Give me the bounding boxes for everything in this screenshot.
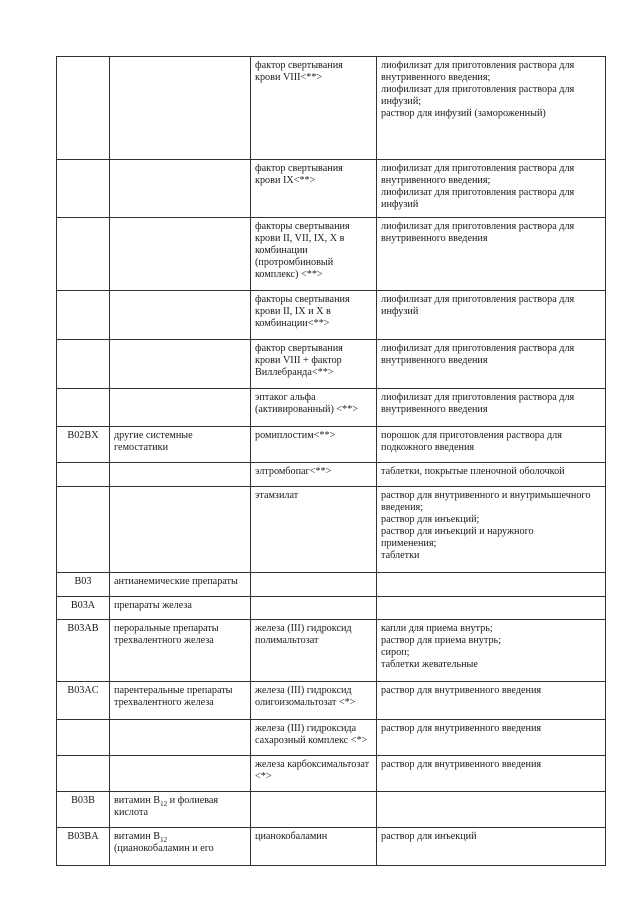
group-name-line: другие системные [114,430,193,441]
atc-code-cell [57,487,110,573]
atc-code-text: B03 [74,576,92,587]
group-name-line: трехвалентного железа [114,635,214,646]
drug-name-cell [251,620,377,682]
dosage-forms-cell [377,792,606,828]
dosage-form-line: раствор для инфузий (замороженный) [381,108,546,119]
dosage-form-line: внутривенного введения; [381,72,491,83]
drug-name-line: железа (III) гидроксида [255,723,357,734]
drug-name-line: этамзилат [255,490,299,501]
drug-name-line: железа (III) гидроксид [255,623,352,634]
dosage-form-line: раствор для инъекций; [381,514,480,525]
dosage-form-line: раствор для внутривенного и внутримышечного [381,490,591,501]
table-row [57,620,606,682]
atc-code-text: B03B [71,795,95,806]
dosage-forms-cell [377,682,606,720]
drug-name-cell [251,487,377,573]
drug-name-cell [251,218,377,291]
drug-name-cell [251,57,377,160]
dosage-forms-cell [377,218,606,291]
dosage-form-line: применения; [381,538,437,549]
drug-name-line: (протромбиновый [255,257,334,268]
atc-code-cell [57,389,110,427]
dosage-form-line: раствор для инъекций и наружного [381,526,534,537]
group-name-line: пероральные препараты [114,623,219,634]
atc-code-text: B03BA [67,831,99,842]
table-body [57,57,606,866]
group-name-line: антианемические препараты [114,576,238,587]
anatomical-group-cell [110,682,251,720]
table-row [57,291,606,340]
dosage-forms-cell [377,463,606,487]
drug-name-cell [251,573,377,597]
group-name-line: витамин $B_{12}$ [114,831,168,845]
atc-code-cell [57,427,110,463]
table-row [57,389,606,427]
drug-name-cell [251,828,377,866]
dosage-form-line: лиофилизат для приготовления раствора для [381,84,575,95]
table-row [57,682,606,720]
dosage-form-line: лиофилизат для приготовления раствора для [381,60,575,71]
dosage-form-line: внутривенного введения; [381,175,491,186]
drug-name-cell [251,720,377,756]
table-row [57,487,606,573]
dosage-form-line: раствор для инъекций [381,831,477,842]
atc-code-cell [57,160,110,218]
anatomical-group-cell [110,160,251,218]
atc-code-cell [57,291,110,340]
dosage-form-line: раствор для внутривенного введения [381,723,542,734]
dosage-form-line: сироп; [381,647,410,658]
table-row [57,57,606,160]
drug-name-line: комплекс) <**> [255,269,323,280]
drug-name-line: крови IX<**> [255,175,316,186]
dosage-form-line: лиофилизат для приготовления раствора для [381,392,575,403]
atc-code-text: B03A [70,600,96,611]
anatomical-group-cell [110,720,251,756]
drug-name-line: Виллебранда<**> [255,367,334,378]
dosage-form-line: таблетки [381,550,420,561]
dosage-forms-cell [377,720,606,756]
drug-name-cell [251,682,377,720]
drug-name-line: сахарозный комплекс <*> [255,735,368,746]
dosage-form-line: лиофилизат для приготовления раствора для [381,343,575,354]
drug-name-line: крови II, IX и X в [255,306,331,317]
anatomical-group-cell [110,427,251,463]
drug-name-line: цианокобаламин [255,831,328,842]
dosage-form-line: внутривенного введения [381,233,488,244]
atc-code-cell [57,340,110,389]
atc-code-cell [57,828,110,866]
drug-name-line: комбинации [255,245,308,256]
group-name-line: (цианокобаламин и его [114,843,214,854]
anatomical-group-cell [110,389,251,427]
drug-name-line: комбинации<**> [255,318,330,329]
atc-code-cell [57,218,110,291]
anatomical-group-cell [110,756,251,792]
drug-name-line: фактор свертывания [255,343,343,354]
drug-name-line: элтромбопаг<**> [255,466,332,477]
drug-name-line: крови II, VII, IX, X в [255,233,345,244]
table-row [57,463,606,487]
atc-code-cell [57,573,110,597]
drug-name-cell [251,756,377,792]
table-row [57,427,606,463]
dosage-form-line: инфузий [381,306,419,317]
drug-name-line: <*> [255,771,272,782]
dosage-form-line: лиофилизат для приготовления раствора для [381,221,575,232]
anatomical-group-cell [110,487,251,573]
dosage-form-line: раствор для внутривенного введения [381,685,542,696]
dosage-form-line: раствор для приема внутрь; [381,635,502,646]
anatomical-group-cell [110,573,251,597]
dosage-form-line: подкожного введения [381,442,475,453]
drug-name-cell [251,160,377,218]
atc-code-text: B03AB [67,623,99,634]
drug-name-cell [251,389,377,427]
table-row [57,160,606,218]
atc-code-cell [57,620,110,682]
drug-name-line: крови VIII<**> [255,72,323,83]
drug-name-cell [251,340,377,389]
atc-code-cell [57,597,110,620]
dosage-form-line: внутривенного введения [381,355,488,366]
drug-list-table [56,56,606,866]
dosage-forms-cell [377,160,606,218]
drug-name-cell [251,792,377,828]
drug-name-line: фактор свертывания [255,60,343,71]
dosage-forms-cell [377,597,606,620]
dosage-form-line: порошок для приготовления раствора для [381,430,562,441]
drug-name-cell [251,427,377,463]
dosage-forms-cell [377,427,606,463]
table-row [57,218,606,291]
drug-name-line: эптаког альфа [255,392,316,403]
atc-code-cell [57,792,110,828]
anatomical-group-cell [110,291,251,340]
group-name-line: кислота [114,807,149,818]
drug-name-line: фактор свертывания [255,163,343,174]
dosage-form-line: инфузий; [381,96,422,107]
atc-code-text: B02BX [67,430,99,441]
dosage-forms-cell [377,487,606,573]
drug-name-cell [251,597,377,620]
table-row [57,828,606,866]
dosage-forms-cell [377,828,606,866]
dosage-forms-cell [377,57,606,160]
anatomical-group-cell [110,620,251,682]
group-name-line: парентеральные препараты [114,685,233,696]
drug-name-line: полимальтозат [255,635,319,646]
dosage-forms-cell [377,620,606,682]
anatomical-group-cell [110,57,251,160]
dosage-form-line: введения; [381,502,424,513]
table-row [57,720,606,756]
drug-name-line: факторы свертывания [255,294,350,305]
drug-name-line: факторы свертывания [255,221,350,232]
dosage-form-line: таблетки, покрытые пленочной оболочкой [381,466,565,477]
table-row [57,756,606,792]
atc-code-cell [57,756,110,792]
atc-code-cell [57,682,110,720]
group-name-line: препараты железа [114,600,192,611]
dosage-forms-cell [377,340,606,389]
dosage-form-line: инфузий [381,199,419,210]
drug-name-cell [251,463,377,487]
table-row [57,792,606,828]
dosage-forms-cell [377,756,606,792]
drug-name-line: (активированный) <**> [255,404,359,415]
atc-code-cell [57,463,110,487]
dosage-forms-cell [377,291,606,340]
atc-code-cell [57,720,110,756]
group-name-line: витамин $B_{12}$ и фолиевая [114,795,219,809]
dosage-form-line: лиофилизат для приготовления раствора для [381,163,575,174]
dosage-forms-cell [377,573,606,597]
table-row [57,573,606,597]
dosage-forms-cell [377,389,606,427]
anatomical-group-cell [110,340,251,389]
anatomical-group-cell [110,792,251,828]
atc-code-cell [57,57,110,160]
group-name-line: трехвалентного железа [114,697,214,708]
anatomical-group-cell [110,463,251,487]
anatomical-group-cell [110,218,251,291]
dosage-form-line: внутривенного введения [381,404,488,415]
group-name-line: гемостатики [114,442,169,453]
drug-name-line: олигоизомальтозат <*> [255,697,356,708]
anatomical-group-cell [110,828,251,866]
dosage-form-line: лиофилизат для приготовления раствора для [381,294,575,305]
drug-name-line: железа карбоксимальтозат [255,759,370,770]
dosage-form-line: раствор для внутривенного введения [381,759,542,770]
drug-name-line: ромиплостим<**> [255,430,336,441]
anatomical-group-cell [110,597,251,620]
drug-name-cell [251,291,377,340]
dosage-form-line: таблетки жевательные [381,659,478,670]
drug-name-line: крови VIII + фактор [255,355,342,366]
dosage-form-line: капли для приема внутрь; [381,623,493,634]
atc-code-text: B03AC [67,685,99,696]
dosage-form-line: лиофилизат для приготовления раствора для [381,187,575,198]
table-row [57,597,606,620]
drug-name-line: железа (III) гидроксид [255,685,352,696]
table-row [57,340,606,389]
document-page [56,56,605,866]
